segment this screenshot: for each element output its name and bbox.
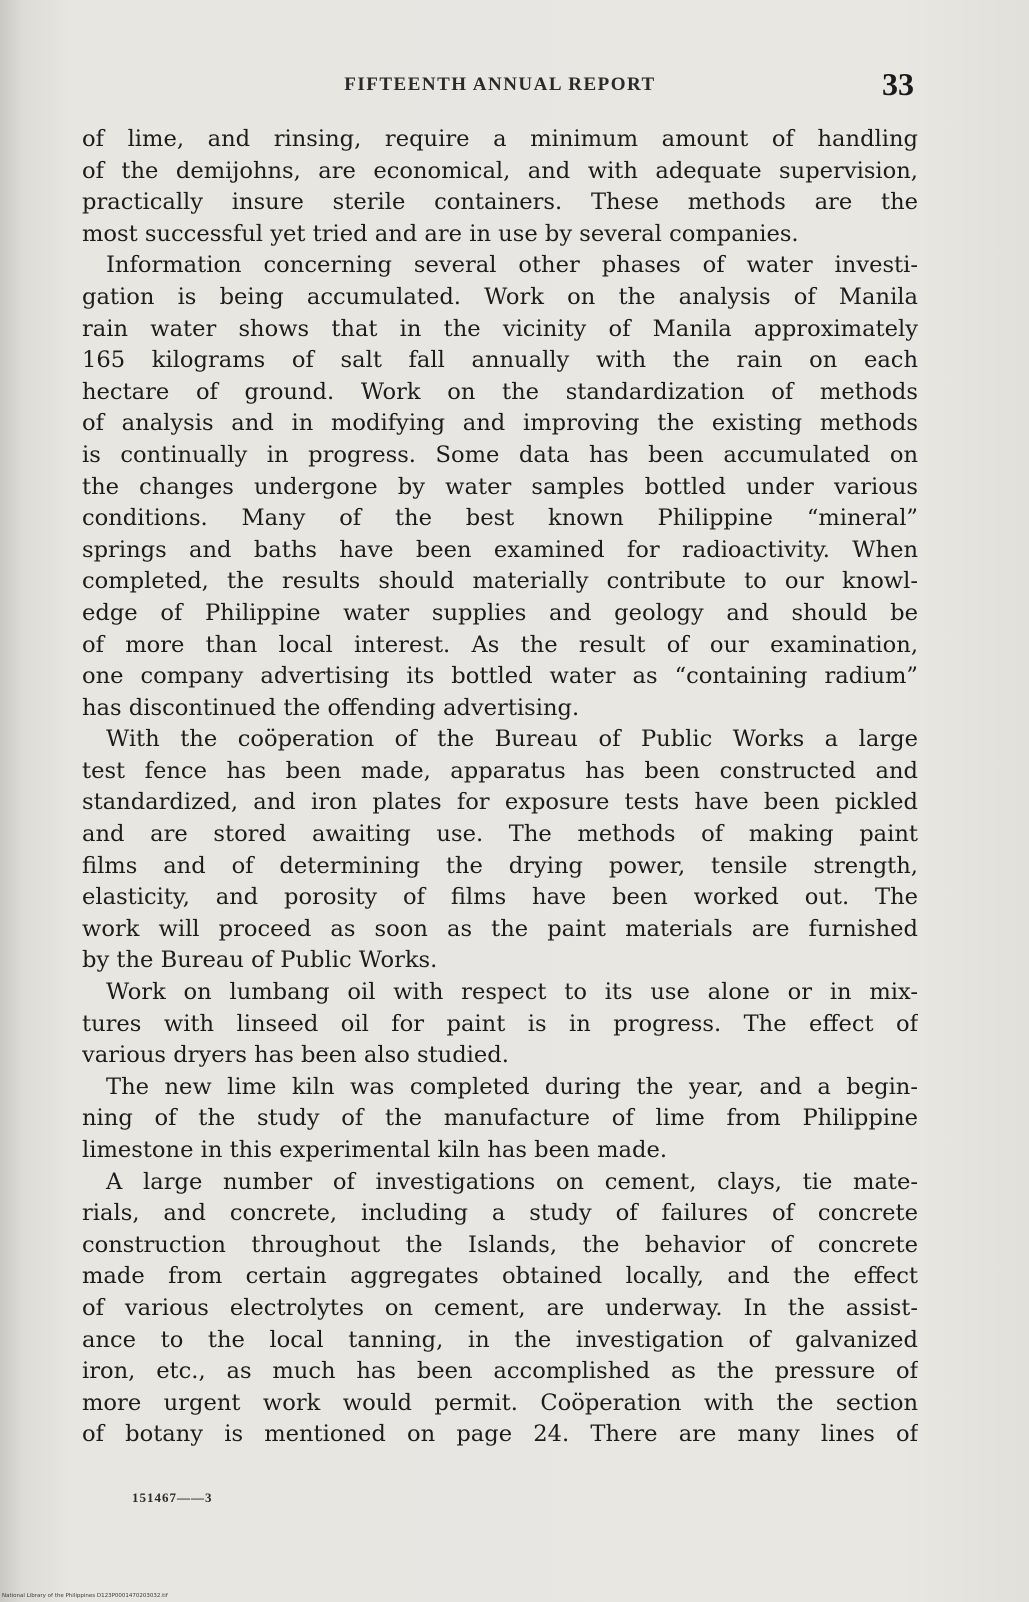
text-line: 165 kilograms of salt fall annually with the rain on each xyxy=(82,347,918,374)
text-line: more urgent work would permit. Coöperation with the section xyxy=(82,1389,918,1416)
text-line: The new lime kiln was completed during the year, and a begin- xyxy=(106,1073,918,1100)
text-line: gation is being accumulated. Work on the analysis of Manila xyxy=(82,283,918,310)
text-line: practically insure sterile containers. These methods are the xyxy=(82,189,918,216)
text-line: conditions. Many of the best known Philippine “mineral” xyxy=(82,505,918,532)
page-number: 33 xyxy=(882,66,914,102)
body-text xyxy=(82,124,918,1451)
text-line: of botany is mentioned on page 24. There are many lines of xyxy=(82,1421,918,1448)
text-line: rials, and concrete, including a study of failures of concrete xyxy=(82,1200,918,1227)
text-line: of more than local interest. As the result of our examination, xyxy=(82,631,918,658)
paragraph xyxy=(82,1167,918,1451)
text-line: Work on lumbang oil with respect to its use alone or in mix- xyxy=(106,979,918,1006)
text-line: of the demijohns, are economical, and with adequate supervision, xyxy=(82,157,918,184)
text-line: made from certain aggregates obtained locally, and the effect xyxy=(82,1263,918,1290)
text-line: of lime, and rinsing, require a minimum amount of handling xyxy=(82,126,918,152)
paragraph xyxy=(82,977,918,1072)
text-line: of various electrolytes on cement, are underway. In the assist- xyxy=(82,1294,918,1321)
text-line: by the Bureau of Public Works. xyxy=(82,947,438,974)
text-line: ning of the study of the manufacture of lime from Philippine xyxy=(82,1105,918,1132)
text-line: work will proceed as soon as the paint materials are furnished xyxy=(82,915,918,942)
text-line: standardized, and iron plates for exposure tests have been pickled xyxy=(82,789,918,816)
printer-signature: 151467——3 xyxy=(132,1490,213,1505)
text-line: is continually in progress. Some data has been accumulated on xyxy=(82,441,918,468)
paragraph xyxy=(82,724,918,977)
text-line: test fence has been made, apparatus has been constructed and xyxy=(82,757,918,784)
text-line: elasticity, and porosity of films have been worked out. The xyxy=(82,884,918,911)
text-line: completed, the results should materially contribute to our knowl- xyxy=(82,568,918,595)
text-line: various dryers has been also studied. xyxy=(82,1042,509,1069)
text-line: tures with linseed oil for paint is in progress. The effect of xyxy=(82,1010,918,1037)
text-line: hectare of ground. Work on the standardization of methods xyxy=(82,378,918,405)
text-line: films and of determining the drying power, tensile strength, xyxy=(82,852,918,879)
text-line: construction throughout the Islands, the behavior of concrete xyxy=(82,1231,918,1258)
text-line: With the coöperation of the Bureau of Public Works a large xyxy=(106,726,918,753)
scan-credit: National Library of the Philippines D123P0001470203032.tif xyxy=(2,1593,168,1599)
page-header xyxy=(82,66,918,106)
text-line: springs and baths have been examined for radioactivity. When xyxy=(82,536,918,563)
paragraph xyxy=(82,250,918,724)
running-head: FIFTEENTH ANNUAL REPORT xyxy=(344,74,656,95)
text-line: most successful yet tried and are in use by several companies. xyxy=(82,220,799,247)
text-line: has discontinued the offending advertising. xyxy=(82,694,580,721)
text-line: one company advertising its bottled water as “containing radium” xyxy=(82,663,918,690)
text-line: the changes undergone by water samples bottled under various xyxy=(82,473,918,500)
text-line: rain water shows that in the vicinity of Manila approximately xyxy=(82,315,918,342)
text-line: ance to the local tanning, in the investigation of galvanized xyxy=(82,1326,918,1353)
text-line: edge of Philippine water supplies and geology and should be xyxy=(82,599,918,626)
paragraph xyxy=(82,1072,918,1167)
text-line: Information concerning several other phases of water investi- xyxy=(106,252,918,279)
text-line: A large number of investigations on cement, clays, tie mate- xyxy=(106,1168,918,1195)
text-line: of analysis and in modifying and improving the existing methods xyxy=(82,410,918,437)
text-line: and are stored awaiting use. The methods of making paint xyxy=(82,821,918,848)
text-line: limestone in this experimental kiln has been made. xyxy=(82,1137,668,1163)
text-line: iron, etc., as much has been accomplished as the pressure of xyxy=(82,1358,918,1385)
paragraph xyxy=(82,124,918,250)
